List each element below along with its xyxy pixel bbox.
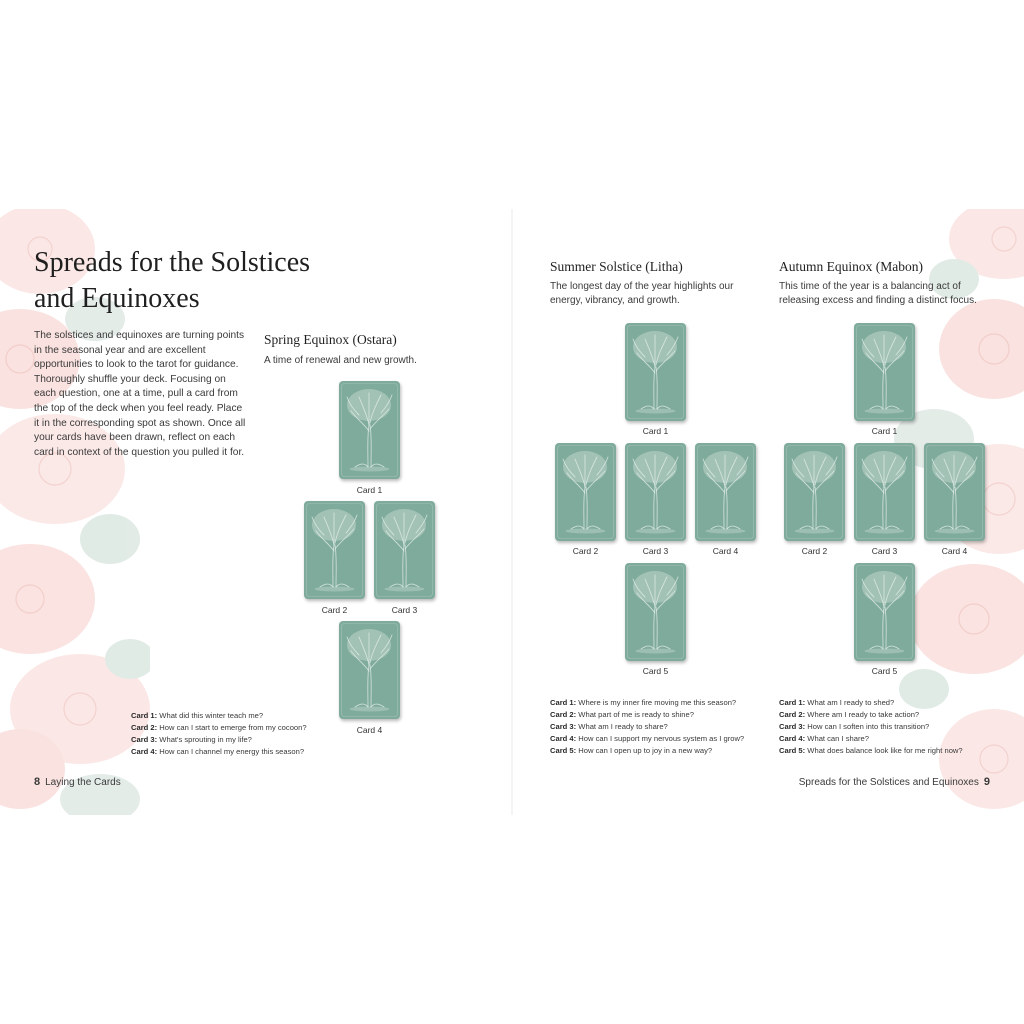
tarot-card-autumn-2: [784, 443, 845, 541]
card-label-spring-2: Card 2: [321, 605, 348, 615]
tree-illustration-icon: [854, 323, 915, 421]
tree-illustration-icon: [339, 381, 400, 479]
tree-illustration-icon: [854, 443, 915, 541]
tree-illustration-icon: [924, 443, 985, 541]
tree-illustration-icon: [304, 501, 365, 599]
tarot-card-summer-3: [625, 443, 686, 541]
tree-illustration-icon: [695, 443, 756, 541]
section-title-summer: Summer Solstice (Litha): [550, 259, 683, 274]
tarot-card-spring-1: [339, 381, 400, 479]
page-title: [34, 245, 334, 317]
card-label-spring-3: Card 3: [391, 605, 418, 615]
card-label-autumn-3: Card 3: [871, 546, 898, 556]
list-item: Card 3: What am I ready to share?: [550, 722, 668, 731]
card-label-summer-1: Card 1: [642, 426, 669, 436]
tarot-card-autumn-3: [854, 443, 915, 541]
list-item: Card 4: How can I support my nervous system as I grow?: [550, 734, 745, 743]
tarot-card-spring-2: [304, 501, 365, 599]
tarot-card-summer-5: [625, 563, 686, 661]
book-gutter: [511, 209, 513, 815]
card-label-summer-2: Card 2: [572, 546, 599, 556]
list-item: Card 3: How can I soften into this transition?: [779, 722, 930, 731]
running-head-right: Spreads for the Solstices and Equinoxes: [798, 777, 979, 788]
list-item: Card 5: How can I open up to joy in a new way?: [550, 746, 713, 755]
card-label-spring-1: Card 1: [356, 485, 383, 495]
page-number-left: 8: [34, 776, 41, 788]
section-title-autumn: Autumn Equinox (Mabon): [779, 259, 923, 274]
section-desc-spring: A time of renewal and new growth.: [264, 355, 417, 366]
tree-illustration-icon: [374, 501, 435, 599]
page-number-right: 9: [983, 776, 990, 788]
tarot-card-summer-4: [695, 443, 756, 541]
book-spread: [0, 209, 1024, 815]
tree-illustration-icon: [625, 443, 686, 541]
section-desc-summer: The longest day of the year highlights our energy, vibrancy, and growth.: [550, 281, 734, 306]
list-item: Card 2: How can I start to emerge from my cocoon?: [131, 723, 307, 732]
list-item: Card 2: What part of me is ready to shine?: [550, 710, 694, 719]
running-head-left: Laying the Cards: [45, 777, 121, 788]
tree-illustration-icon: [625, 563, 686, 661]
tree-illustration-icon: [555, 443, 616, 541]
card-label-autumn-2: Card 2: [801, 546, 828, 556]
list-item: Card 4: What can I share?: [779, 734, 869, 743]
card-label-summer-3: Card 3: [642, 546, 669, 556]
list-item: Card 2: Where am I ready to take action?: [779, 710, 920, 719]
tree-illustration-icon: [625, 323, 686, 421]
card-label-summer-4: Card 4: [712, 546, 739, 556]
tree-illustration-icon: [339, 621, 400, 719]
intro-paragraph: The solstices and equinoxes are turning points in the seasonal year and are excellent opportunities to look to the tarot for guidance. Thoroughly shuffle your deck. Focusing on each question, one at a time, pull a card from the top of the deck when you feel ready. Place it in the corresponding spot as shown. Once all your cards have been drawn, reflect on each card in context of the question you pulled it for.: [34, 330, 246, 458]
tarot-card-spring-4: [339, 621, 400, 719]
list-item: Card 1: What am I ready to shed?: [779, 698, 895, 707]
tarot-card-summer-1: [625, 323, 686, 421]
list-item: Card 4: How can I channel my energy this season?: [131, 747, 305, 756]
list-item: Card 5: What does balance look like for me right now?: [779, 746, 963, 755]
tree-illustration-icon: [784, 443, 845, 541]
tree-illustration-icon: [854, 563, 915, 661]
card-label-autumn-4: Card 4: [941, 546, 968, 556]
card-label-spring-4: Card 4: [356, 725, 383, 735]
list-item: Card 3: What's sprouting in my life?: [131, 735, 252, 744]
tarot-card-spring-3: [374, 501, 435, 599]
question-list-spring: [131, 710, 307, 758]
tarot-card-autumn-5: [854, 563, 915, 661]
card-label-summer-5: Card 5: [642, 666, 669, 676]
card-label-autumn-1: Card 1: [871, 426, 898, 436]
tarot-card-autumn-4: [924, 443, 985, 541]
section-title-spring: Spring Equinox (Ostara): [264, 332, 397, 347]
page-title-line-2: and Equinoxes: [34, 283, 200, 314]
question-list-autumn: [779, 697, 963, 757]
page-title-line-1: Spreads for the Solstices: [34, 247, 311, 278]
footer-right: [799, 776, 990, 788]
section-desc-autumn: This time of the year is a balancing act of releasing excess and finding a distinct focus.: [779, 281, 977, 306]
list-item: Card 1: What did this winter teach me?: [131, 711, 264, 720]
footer-left: [34, 776, 121, 788]
card-label-autumn-5: Card 5: [871, 666, 898, 676]
question-list-summer: [550, 697, 744, 757]
tarot-card-autumn-1: [854, 323, 915, 421]
list-item: Card 1: Where is my inner fire moving me this season?: [550, 698, 737, 707]
tarot-card-summer-2: [555, 443, 616, 541]
